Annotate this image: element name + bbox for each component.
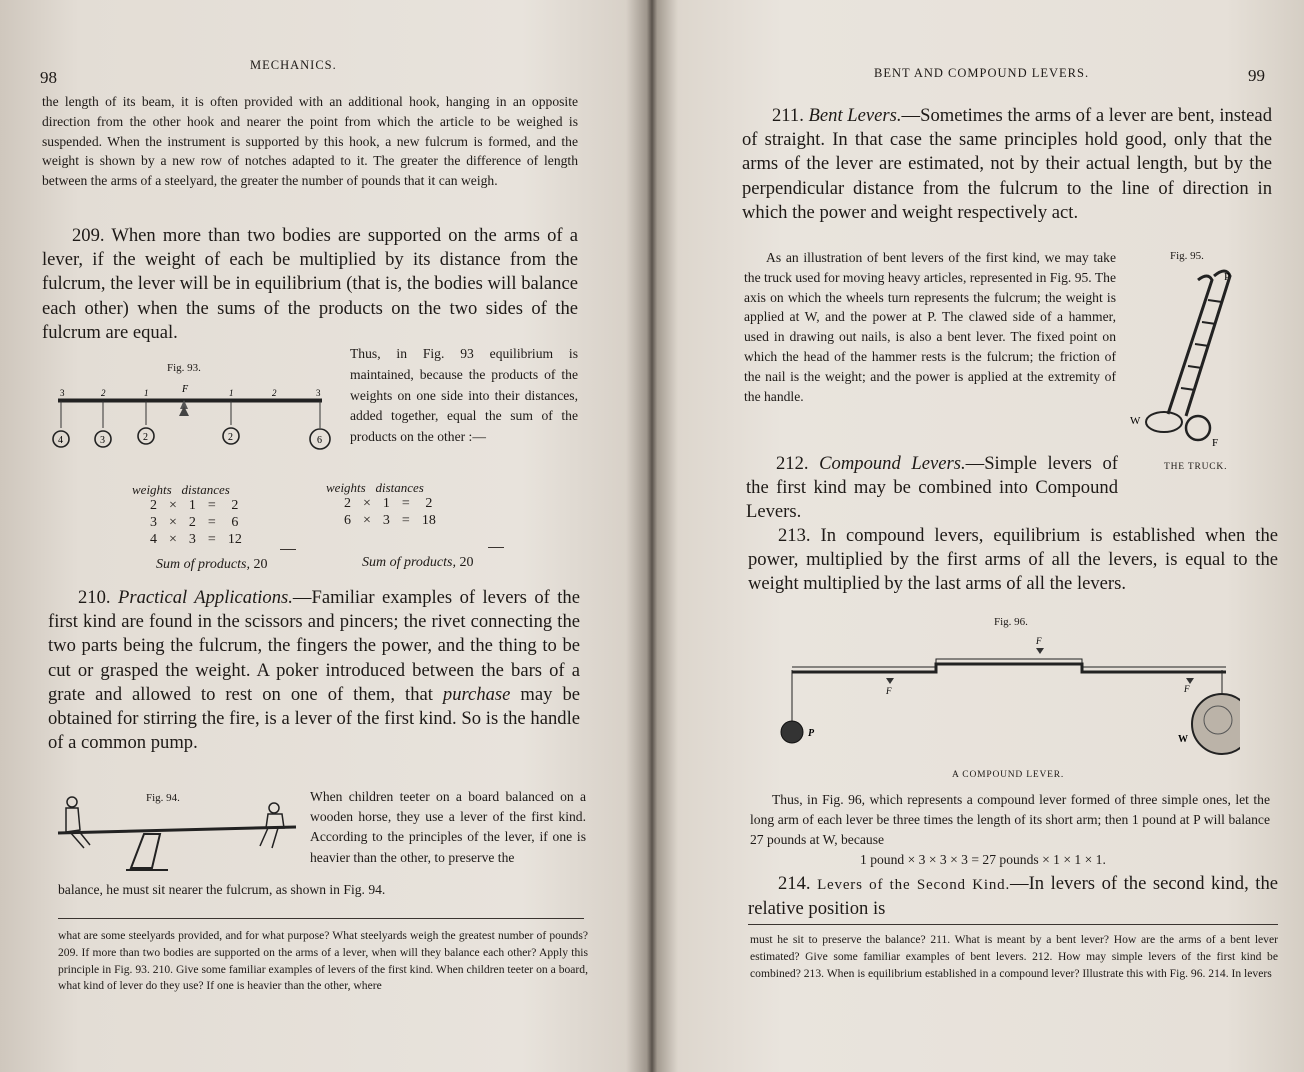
distance-label: 2 [272,388,277,398]
power-weight-icon [781,721,803,743]
figure-name: THE TRUCK. [1164,462,1228,472]
table-row: 6 × 3 = 18 [344,513,436,528]
sum-rule [280,549,296,550]
paragraph-214: 214. Levers of the Second Kind.—In levers of the second kind, the relative position is [748,873,1278,920]
fig94-description-end: balance, he must sit nearer the fulcrum, as shown in Fig. 94. [58,882,386,897]
footnote-rule [748,924,1278,925]
sum-rule [488,547,504,548]
paragraph-212: 212. Compound Levers.—Simple levers of the first kind may be combined into Compound Levers. [746,453,1118,523]
calc-header: weights distances [132,482,230,497]
review-questions: what are some steelyards provided, and for what purpose? What steelyards weigh the greatest number of pounds? 209. If more than two bodies are supported on the arms of a lever, when will they balance each other? Apply this principle in Fig. 93. 210. Give some familiar examples of levers of the first kind. When children teeter on a board, what kind of lever do they use? If one is heavier than the other, where [58,929,588,993]
sum-line: Sum of products, 20 [362,555,474,570]
fulcrum-label: F [886,686,892,696]
weight-label: 6 [317,435,322,446]
left-page [0,0,640,1072]
page-number: 98 [40,68,57,87]
figure-caption: Fig. 95. [1170,250,1204,262]
equation: 1 pound × 3 × 3 × 3 = 27 pounds × 1 × 1 × 1. [860,852,1106,867]
sum-line: Sum of products, 20 [156,557,268,572]
figure-caption: Fig. 94. [146,792,180,804]
fulcrum-label: F [1036,636,1042,646]
table-row: 3 × 2 = 6 [150,515,239,530]
paragraph-213: 213. In compound levers, equilibrium is established when the power, multiplied by the first arms of all the levers, is equal to the weight multiplied by the last arms of all the levers. [748,525,1278,595]
calc-header: weights distances [326,480,424,495]
intro-paragraph: the length of its beam, it is often provided with an additional hook, hanging in an opposite direction from the other hook and nearer the point from which the article to be weighed is suspended. When the instrument is supported by this hook, a new fulcrum is formed, and the weight is shown by a new row of notches adapted to it. The greater the difference of length between the arms of a steelyard, the greater the number of pounds that it can weigh. [42,94,578,189]
distance-label: 1 [144,388,149,398]
load-weight-icon [1192,694,1240,754]
weight-label: W [1130,415,1141,427]
page-number: 99 [1248,66,1265,85]
power-label: P [1224,271,1231,283]
review-questions: must he sit to preserve the balance? 211. What is meant by a bent lever? How are the arms of a bent lever estimated? Give some familiar examples of bent levers. 212. How may simple levers of the first kind be combined? 213. When is equilibrium established in a compound lever? Illustrate this with Fig. 96. 214. In levers [750,933,1278,980]
fig93-description: Thus, in Fig. 93 equilibrium is maintained, because the products of the weights on one side into their distances, added together, equal the sum of the products on the other :— [350,346,578,445]
paragraph-209: 209. When more than two bodies are supported on the arms of a lever, if the weight of each be multiplied by its distance from the fulcrum, the lever will be in equilibrium (that is, the bodies will balance each other) when the sums of the products on the two sides of the fulcrum are equal. [42,225,578,343]
weight-label: W [1178,734,1188,745]
wheel-icon [1186,416,1210,440]
fig94-description: When children teeter on a board balanced on a wooden horse, they use a lever of the first kind. According to the principles of the lever, if one is heavier than the other, to preserve the [310,789,586,865]
compound-lever-fig96 [770,634,1240,774]
weight-label: 2 [143,432,148,443]
table-row: 4 × 3 = 12 [150,532,242,547]
calc-table-left [144,497,248,548]
distance-label: 3 [60,388,65,398]
seesaw-illustration-fig94 [56,790,306,880]
table-row: 2 × 1 = 2 [344,496,433,511]
weight-label: 2 [228,432,233,443]
table-row: 2 × 1 = 2 [150,498,239,513]
fulcrum-label: F [182,384,189,395]
figure-caption: Fig. 93. [167,362,201,374]
calc-table-right [338,495,442,529]
running-head: MECHANICS. [250,58,337,72]
footnote-rule [58,918,584,919]
distance-label: 1 [229,388,234,398]
lever-diagram-fig93 [44,380,344,460]
running-head: BENT AND COMPOUND LEVERS. [874,66,1090,80]
fulcrum-label: F [1184,684,1190,694]
truck-description: As an illustration of bent levers of the first kind, we may take the truck used for moving heavy articles, represented in Fig. 95. The axis on which the wheels turn represents the fulcrum; the weight is applied at W, and the power at P. The clawed side of a hammer, used in drawing out nails, is also a bent lever. The fixed point on which the head of the hammer rests is the fulcrum; the friction of the nail is the weight; and the power is applied at the extremity of the handle. [744,250,1116,404]
fig96-description: Thus, in Fig. 96, which represents a compound lever formed of three simple ones, let the long arm of each lever be three times the length of its short arm; then 1 pound at P will balance 27 pounds at W, because [750,792,1270,847]
distance-label: 2 [101,388,106,398]
paragraph-210: 210. Practical Applications.—Familiar examples of levers of the first kind are found in the scissors and pincers; the rivet connecting the two parts being the fulcrum, the fingers the power, and the thing to be cut or grasped the weight. A poker introduced between the bars of a grate and allowed to rest on one of them, that purchase may be obtained for stirring the fire, is a lever of the first kind. So is the handle of a common pump. [48,587,580,754]
power-label: P [808,728,815,739]
weight-label: 4 [58,435,63,446]
figure-name: A COMPOUND LEVER. [952,770,1065,780]
paragraph-211: 211. Bent Levers.—Sometimes the arms of a lever are bent, instead of straight. In that case the same principles hold good, only that the arms of the lever are estimated, not by their actual length, but by the perpendicular distance from the fulcrum to the line of direction in which the power and weight respectively act. [742,105,1272,223]
fulcrum-icon [179,406,189,416]
distance-label: 3 [316,388,321,398]
right-page [650,0,1304,1072]
truck-illustration-fig95 [1126,266,1246,456]
weight-label: 3 [100,435,105,446]
figure-caption: Fig. 96. [994,616,1028,628]
fulcrum-label: F [1212,437,1219,449]
